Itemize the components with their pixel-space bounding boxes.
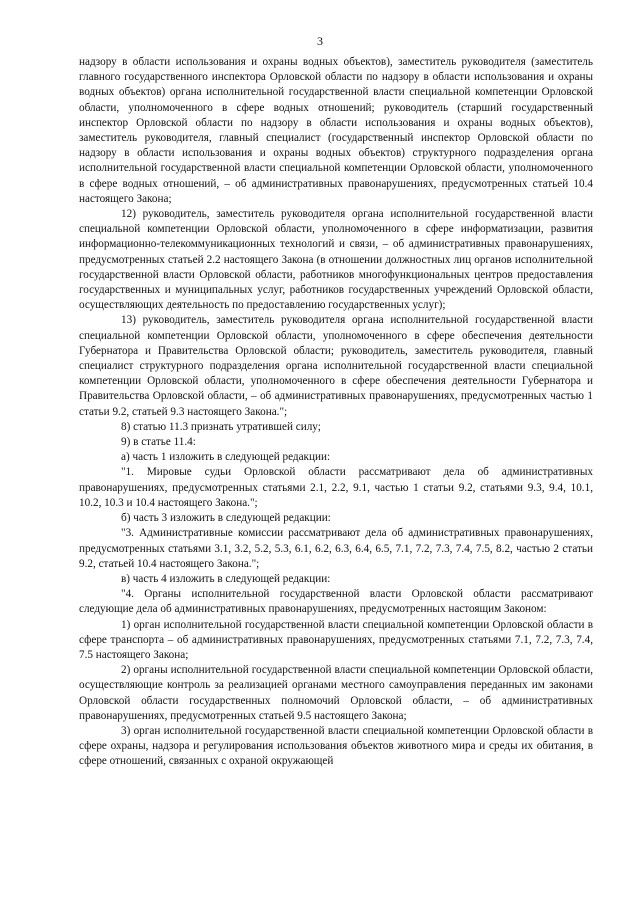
paragraph: надзору в области использования и охраны водных объектов), заместитель руководителя (заместитель главного государственного инспектора Орловской области по надзору в области использования и охраны водных объектов) органа исполнительной государственной власти специальной компетенции Орловской области, уполномоченного в сфере водных отношений; руководитель (старший государственный инспектор Орловской области по надзору в области использования и охраны водных объектов), заместитель руководителя, главный специалист (государственный инспектор Орловской области по надзору в области использования и охраны водных объектов) структурного подразделения органа исполнительной государственной власти специальной компетенции Орловской области, уполномоченного в сфере водных отношений, – об административных правонарушениях, предусмотренных статьей 10.4 настоящего Закона;: [79, 56, 593, 205]
paragraph: б) часть 3 изложить в следующей редакции:: [121, 512, 331, 525]
paragraph: а) часть 1 изложить в следующей редакции:: [121, 451, 331, 464]
paragraph: 8) статью 11.3 признать утратившей силу;: [121, 420, 321, 433]
document-body: [79, 55, 593, 770]
paragraph: 13) руководитель, заместитель руководителя органа исполнительной государственной власти специальной компетенции Орловской области, уполномоченного в сфере обеспечения деятельности Губернатора и Правительства Орловской области; руководитель, заместитель руководителя, главный специалист структурного подразделения органа исполнительной государственной власти специальной компетенции Орловской области, уполномоченного в сфере обеспечения деятельности Губернатора и Правительства Орловской области, – об административных правонарушениях, предусмотренных частью 1 статьи 9.2, статьей 9.3 настоящего Закона.";: [79, 314, 593, 418]
paragraph: 3) орган исполнительной государственной власти специальной компетенции Орловской области в сфере охраны, надзора и регулирования использования объектов животного мира и среды их обитания, в сфере отношений, связанных с охраной окружающей: [79, 724, 593, 768]
paragraph: в) часть 4 изложить в следующей редакции:: [121, 572, 331, 585]
page-number: 3: [317, 34, 323, 48]
paragraph: "4. Органы исполнительной государственной власти Орловской области рассматривают следующие дела об административных правонарушениях, предусмотренных настоящим Законом:: [79, 588, 593, 616]
paragraph: 2) органы исполнительной государственной власти специальной компетенции Орловской области, осуществляющие контроль за реализацией органами местного самоуправления переданных им законами Орловской области государственных полномочий Орловской области, – об административных правонарушениях, предусмотренных статьей 9.5 настоящего Закона;: [79, 664, 593, 722]
paragraph: 9) в статье 11.4:: [121, 436, 196, 449]
paragraph: 1) орган исполнительной государственной власти специальной компетенции Орловской области в сфере транспорта – об административных правонарушениях, предусмотренных статьями 7.1, 7.2, 7.3, 7.4, 7.5 настоящего Закона;: [79, 618, 593, 661]
paragraph: "3. Административные комиссии рассматривают дела об административных правонарушениях, предусмотренных статьями 3.1, 3.2, 5.2, 5.3, 6.1, 6.2, 6.3, 6.4, 6.5, 7.1, 7.2, 7.3, 7.4, 7.5, 8.2, частью 2 статьи 9.2, статьей 10.4 настоящего Закона.";: [79, 527, 593, 570]
paragraph: "1. Мировые судьи Орловской области рассматривают дела об административных правонарушениях, предусмотренных статьями 2.1, 2.2, 9.1, частью 1 статьи 9.2, статьями 9.3, 9.4, 10.1, 10.2, 10.3 и 10.4 настоящего Закона.";: [79, 466, 593, 509]
paragraph: 12) руководитель, заместитель руководителя органа исполнительной государственной власти специальной компетенции Орловской области, уполномоченного в сфере информатизации, развития информационно-телекоммуникационных технологий и связи, – об административных правонарушениях, предусмотренных статьей 2.2 настоящего Закона (в отношении должностных лиц органов исполнительной государственной власти Орловской области, работников многофункциональных центров предоставления государственных и муниципальных услуг, работников государственных учреждений Орловской области, осуществляющих деятельность по предоставлению государственных услуг);: [79, 208, 593, 312]
